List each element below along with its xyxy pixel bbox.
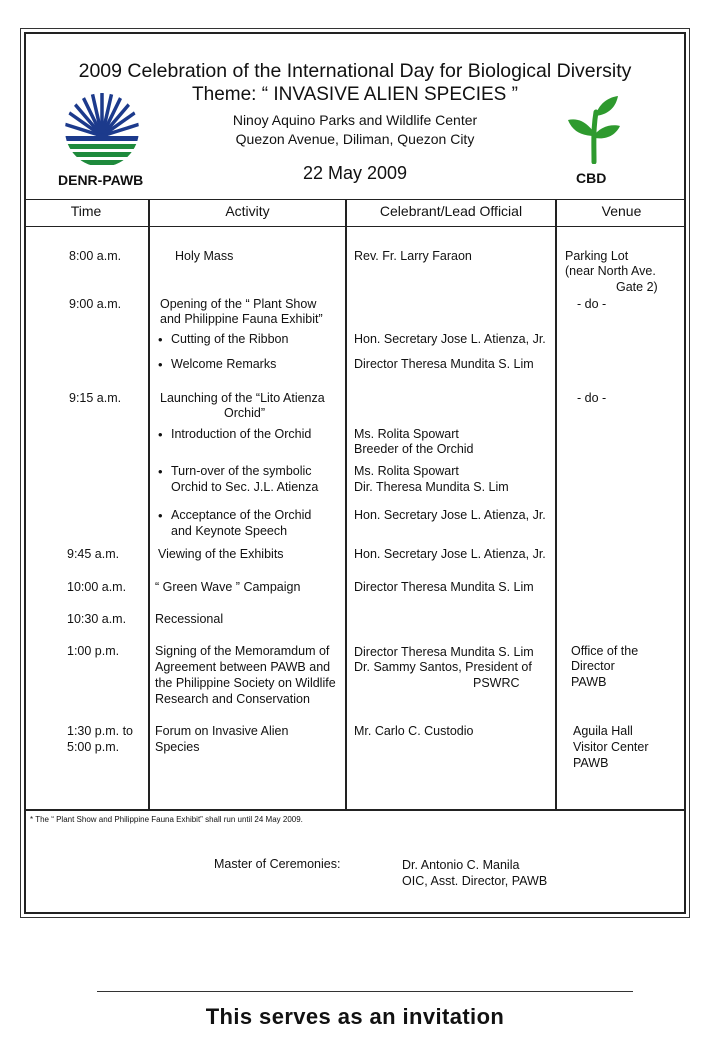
official-cell: Hon. Secretary Jose L. Atienza, Jr. <box>354 332 546 346</box>
official-cell: Ms. Rolita Spowart <box>354 427 459 441</box>
official-cell: Dir. Theresa Mundita S. Lim <box>354 480 509 494</box>
table-bottom-rule <box>24 809 686 811</box>
official-cell: Director Theresa Mundita S. Lim <box>354 645 534 659</box>
official-cell: Ms. Rolita Spowart <box>354 464 459 478</box>
table-header-rule <box>24 226 686 227</box>
column-divider <box>345 199 347 810</box>
column-divider <box>148 199 150 810</box>
activity-cell: Species <box>155 740 200 754</box>
venue-cell: Director <box>571 659 615 673</box>
time-cell: 10:00 a.m. <box>67 580 127 594</box>
venue-cell: PAWB <box>573 756 609 770</box>
official-cell: Director Theresa Mundita S. Lim <box>354 357 534 371</box>
activity-cell: “ Green Wave ” Campaign <box>155 580 301 594</box>
venue-cell: Office of the <box>571 644 639 658</box>
time-cell: 8:00 a.m. <box>69 249 122 263</box>
official-cell: Breeder of the Orchid <box>354 442 474 456</box>
activity-cell: Orchid” <box>224 406 265 420</box>
activity-cell: the Philippine Society on Wildlife <box>155 676 336 690</box>
column-divider <box>555 199 557 810</box>
time-cell: 10:30 a.m. <box>67 612 127 626</box>
official-cell: Rev. Fr. Larry Faraon <box>354 249 472 263</box>
venue-address: Quezon Avenue, Diliman, Quezon City <box>235 131 475 147</box>
activity-cell: Signing of the Memoramdum of <box>155 644 330 658</box>
event-theme: Theme: “ INVASIVE ALIEN SPECIES ” <box>192 84 518 105</box>
activity-bullet: • Welcome Remarks <box>171 357 276 373</box>
activity-cell: Orchid to Sec. J.L. Atienza <box>171 480 319 494</box>
official-cell: Hon. Secretary Jose L. Atienza, Jr. <box>354 508 546 522</box>
venue-cell: - do - <box>577 391 607 405</box>
time-cell: 1:00 p.m. <box>67 644 120 658</box>
official-cell: Hon. Secretary Jose L. Atienza, Jr. <box>354 547 546 561</box>
venue-cell: Parking Lot <box>565 249 629 263</box>
venue-cell: (near North Ave. <box>565 264 656 278</box>
venue-cell: Visitor Center <box>573 740 649 754</box>
column-header-venue: Venue <box>601 203 642 219</box>
event-date: 22 May 2009 <box>302 163 408 183</box>
activity-cell: Forum on Invasive Alien <box>155 724 289 738</box>
master-of-ceremonies-label: Master of Ceremonies: <box>214 857 341 871</box>
mc-title-line: OIC, Asst. Director, PAWB <box>402 874 548 888</box>
column-header-official: Celebrant/Lead Official <box>379 203 523 219</box>
invitation-footer: This serves as an invitation <box>205 1004 505 1029</box>
column-header-activity: Activity <box>225 203 270 219</box>
time-cell: 9:45 a.m. <box>67 547 120 561</box>
venue-cell: - do - <box>577 297 607 311</box>
event-title: 2009 Celebration of the International Day for Biological Diversity <box>78 60 632 82</box>
mc-name-line: Dr. Antonio C. Manila <box>402 858 520 872</box>
denr-pawb-label: DENR-PAWB <box>58 172 144 188</box>
footnote: * The “ Plant Show and Philippine Fauna Exhibit” shall run until 24 May 2009. <box>30 815 303 824</box>
official-cell: Director Theresa Mundita S. Lim <box>354 580 534 594</box>
official-cell: PSWRC <box>473 676 520 690</box>
time-cell: 9:15 a.m. <box>69 391 122 405</box>
activity-bullet: • Turn-over of the symbolic <box>171 464 312 480</box>
table-top-rule <box>24 199 686 200</box>
venue-cell: Aguila Hall <box>573 724 633 738</box>
master-of-ceremonies-name <box>402 857 547 889</box>
official-cell: Dr. Sammy Santos, President of <box>354 660 532 674</box>
activity-cell: Research and Conservation <box>155 692 310 706</box>
activity-cell: Opening of the “ Plant Show <box>160 297 317 311</box>
activity-cell: Agreement between PAWB and <box>155 660 331 674</box>
venue-cell: PAWB <box>571 675 607 689</box>
activity-bullet: • Acceptance of the Orchid <box>171 508 311 524</box>
activity-cell: and Philippine Fauna Exhibit” <box>160 312 323 326</box>
activity-bullet: • Cutting of the Ribbon <box>171 332 288 348</box>
column-header-time: Time <box>70 203 102 219</box>
activity-cell: Viewing of the Exhibits <box>158 547 284 561</box>
venue-cell: Gate 2) <box>616 280 658 294</box>
activity-cell: and Keynote Speech <box>171 524 288 538</box>
time-cell: 5:00 p.m. <box>67 740 120 754</box>
time-cell: 1:30 p.m. to <box>67 724 134 738</box>
activity-cell: Holy Mass <box>175 249 234 263</box>
time-cell: 9:00 a.m. <box>69 297 122 311</box>
venue-name: Ninoy Aquino Parks and Wildlife Center <box>232 112 478 128</box>
official-cell: Mr. Carlo C. Custodio <box>354 724 474 738</box>
footer-divider <box>97 991 633 992</box>
activity-cell: Recessional <box>155 612 224 626</box>
activity-cell: Launching of the “Lito Atienza <box>160 391 325 405</box>
activity-bullet: • Introduction of the Orchid <box>171 427 311 443</box>
cbd-label: CBD <box>576 170 607 186</box>
